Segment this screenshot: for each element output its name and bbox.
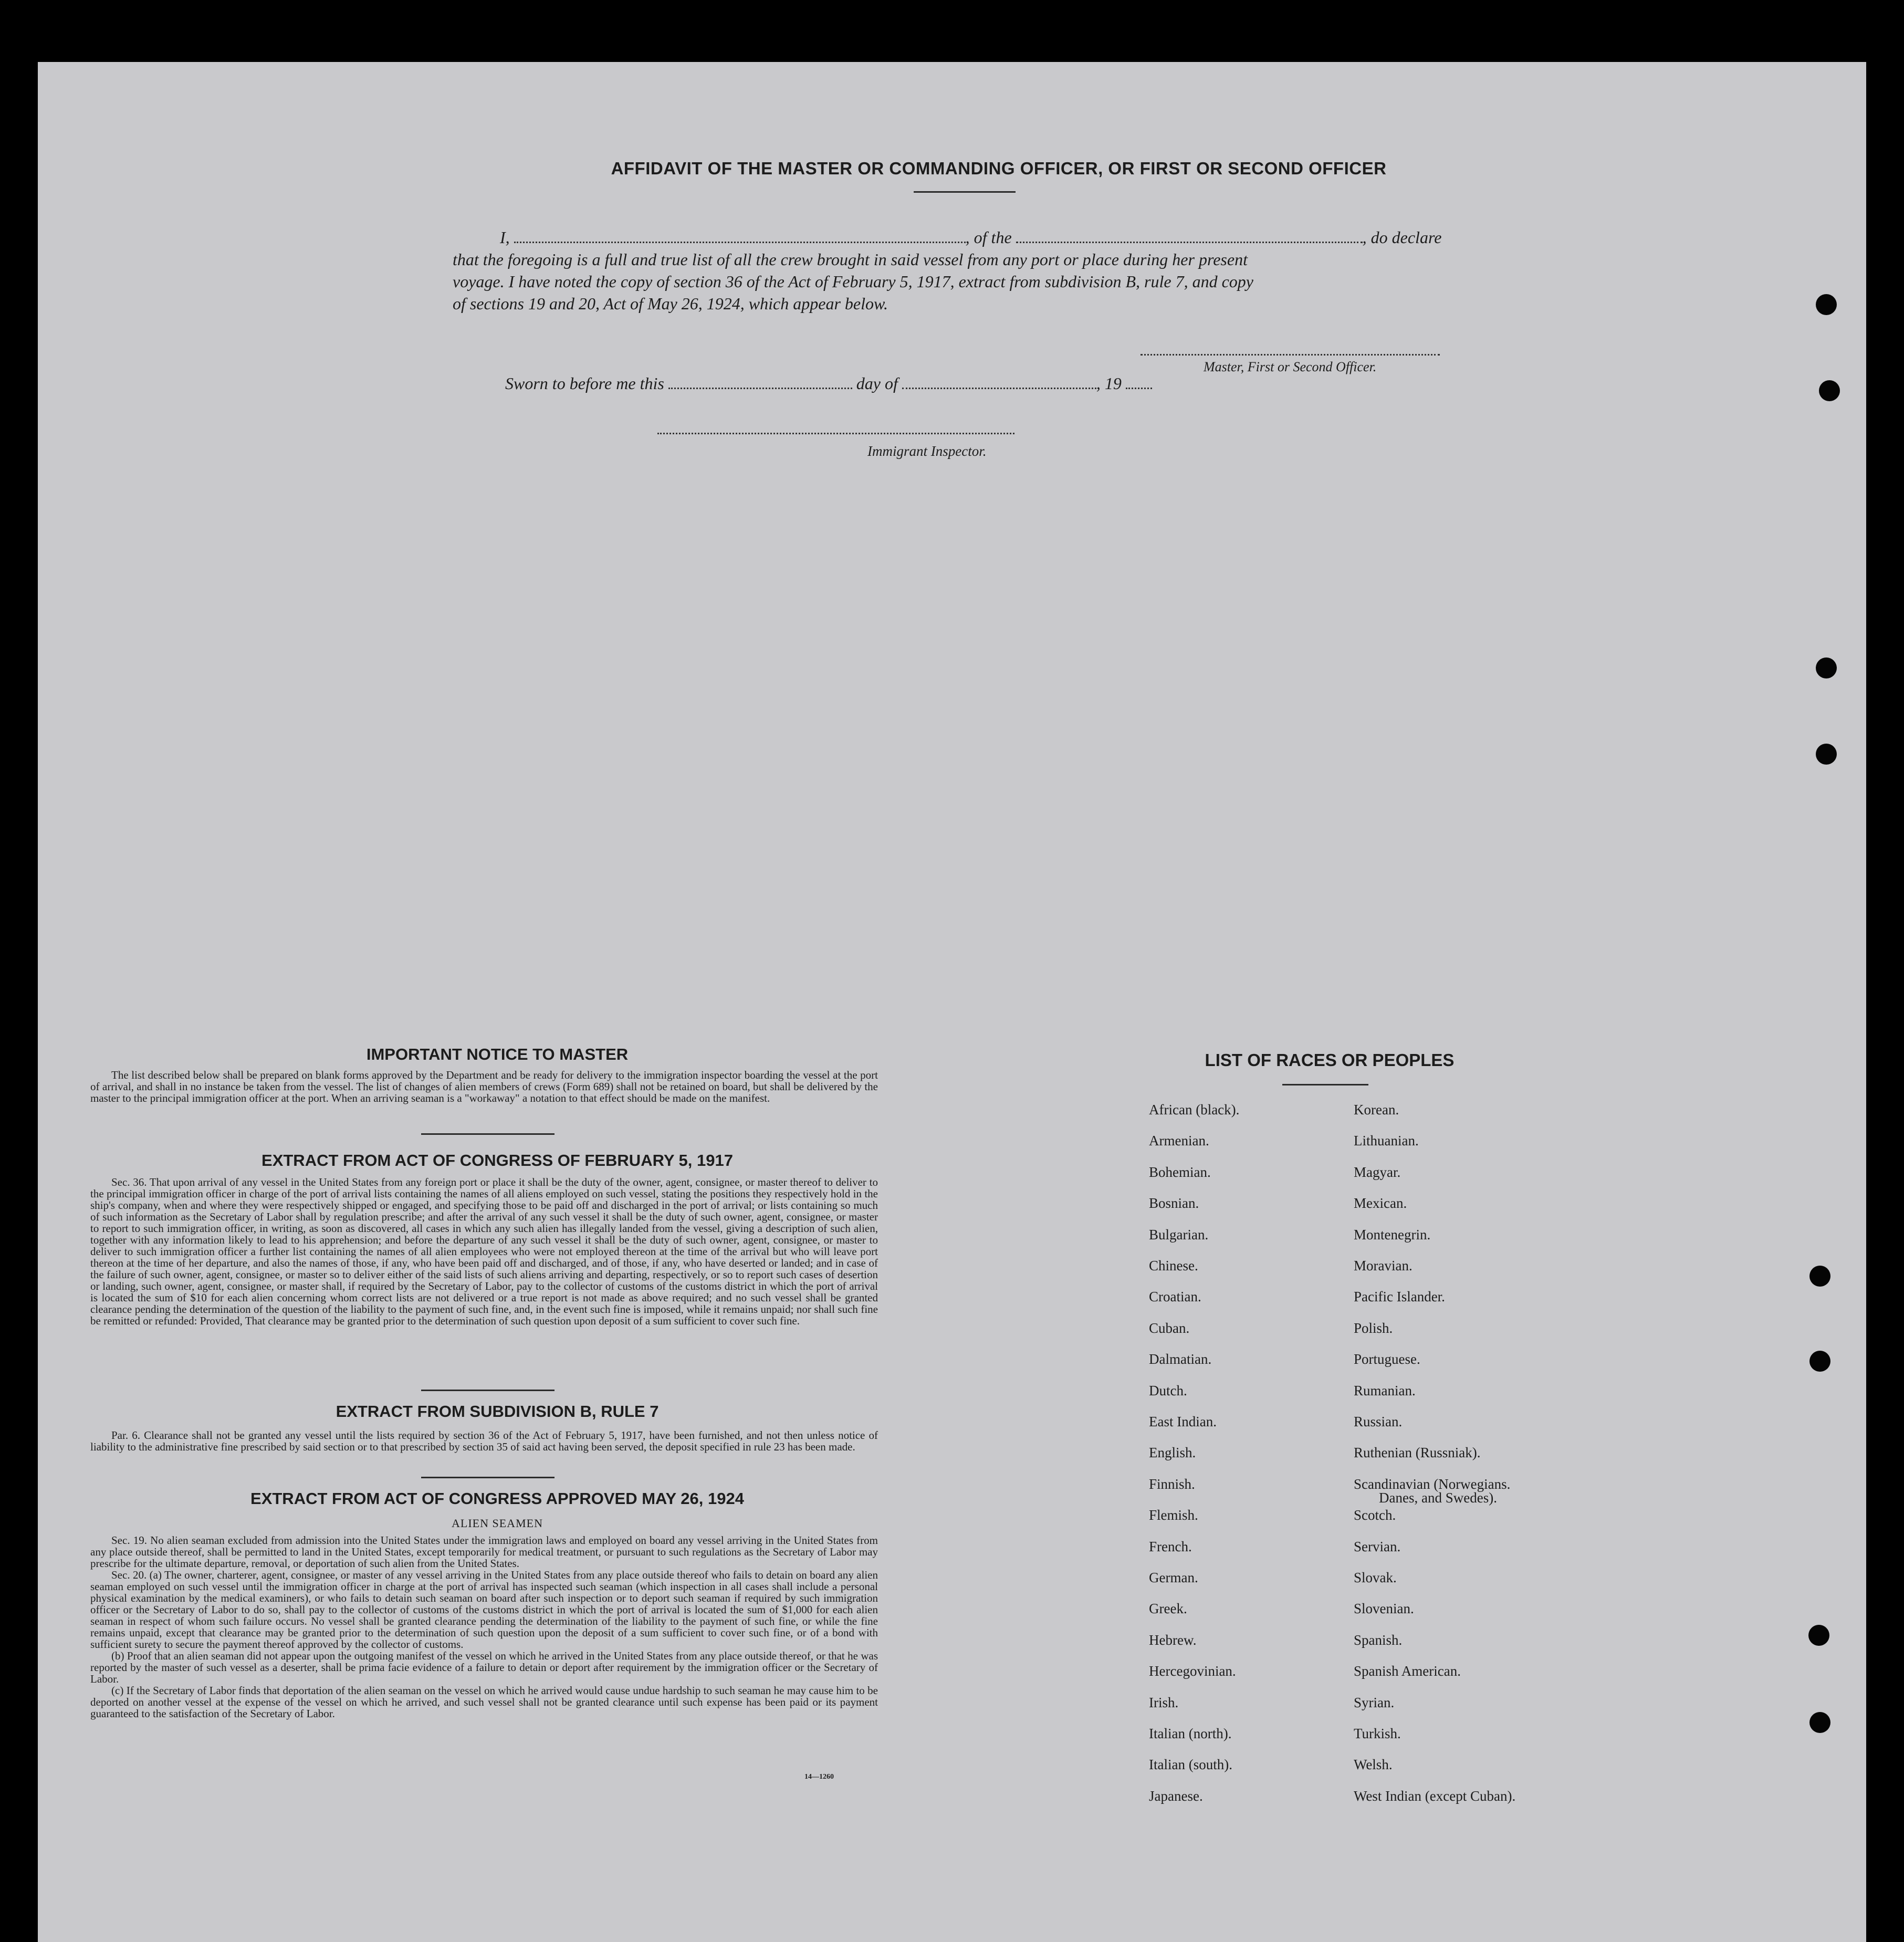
notice-paragraph: The list described below shall be prepared on blank forms approved by the Department and be ready for delivery to the immigration inspector boarding the vessel at the port of arrival, and shall in no instance be taken from the vessel. The list of changes of alien members of crews (Form 689) shall not be retained on board, but shall be delivered by the master to the principal immigration officer at the port. When an arriving seaman is a "workaway" a notation to that effect should be made on the manifest.	[90, 1069, 878, 1104]
vessel-blank[interactable]	[1016, 241, 1363, 243]
race-entry: Rumanian.	[1354, 1383, 1416, 1398]
race-entry: Dutch.	[1149, 1383, 1187, 1398]
sworn-year-blank[interactable]	[1126, 387, 1152, 389]
sec-20c-paragraph: (c) If the Secretary of Labor finds that deportation of the alien seaman on the vessel on which he arrived would cause undue hardship to such seaman he may cause him to be deported on another vessel at the expense of the vessel on which he arrived, and such vessel shall not be granted clearance until such expense has been paid or its payment guaranteed to the satisfaction of the Secretary of Labor.	[90, 1684, 878, 1720]
sworn-month-blank[interactable]	[902, 387, 1096, 389]
document-page	[38, 62, 1866, 1942]
punch-hole	[1808, 1625, 1829, 1646]
race-entry: Flemish.	[1149, 1507, 1198, 1523]
of-the-label: , of the	[965, 228, 1012, 247]
punch-hole	[1809, 1266, 1830, 1287]
race-entry: Moravian.	[1354, 1258, 1413, 1273]
affidavit-i-label: I,	[500, 228, 510, 247]
race-entry: Pacific Islander.	[1354, 1289, 1445, 1304]
race-entry: French.	[1149, 1539, 1192, 1554]
race-entry: Croatian.	[1149, 1289, 1201, 1304]
race-entry: African (black).	[1149, 1102, 1240, 1118]
sec-20a-paragraph: Sec. 20. (a) The owner, charterer, agent, consignee, or master of any vessel arriving in the United States from any place outside thereof who fails to detain on board any alien seaman employed on such vessel until the immigration officer in charge at the port of arrival has inspected such seaman (which inspection in all cases shall include a personal physical examination by the medical examiners), or who fails to detain such seaman on board after such inspection or to deport such seaman if required by such immigration officer or the Secretary of Labor to do so, shall pay to the collector of customs of the customs district in which the port of arrival is located the sum of $1,000 for each alien seaman in respect of whom such failure occurs. No vessel shall be granted clearance pending the determination of the liability to the payment of such fine, or while the fine remains unpaid, except that clearance may be granted prior to the determination of such question upon the deposit of a sum sufficient to cover such fine, or of a bond with sufficient surety to secure the payment thereof approved by the collector of customs.	[90, 1569, 878, 1651]
section-divider	[421, 1477, 555, 1478]
race-entry: Danes, and Swedes).	[1379, 1490, 1497, 1506]
race-entry: Servian.	[1354, 1539, 1401, 1554]
race-entry: Welsh.	[1354, 1757, 1393, 1772]
sworn-label: Sworn to before me this	[505, 374, 664, 393]
race-entry: Scandinavian (Norwegians.	[1354, 1476, 1511, 1492]
punch-hole	[1816, 657, 1837, 678]
races-right-column	[1354, 1102, 1595, 1868]
sec-20b-paragraph: (b) Proof that an alien seaman did not appear upon the outgoing manifest of the vessel on which he arrived in the United States from any place outside thereof, or that he was reported by the master of such vessel as a deserter, shall be prima facie evidence of a failure to detain or deport after requirement by the immigration officer or the Secretary of Labor.	[90, 1649, 878, 1685]
race-entry: Italian (south).	[1149, 1757, 1232, 1772]
race-entry: Italian (north).	[1149, 1726, 1232, 1741]
races-title: LIST OF RACES OR PEOPLES	[1205, 1050, 1455, 1070]
inspector-signature-line[interactable]	[657, 433, 1014, 434]
race-entry: Lithuanian.	[1354, 1133, 1419, 1149]
day-of-label: day of	[856, 374, 898, 393]
race-entry: Dalmatian.	[1149, 1351, 1212, 1367]
race-entry: Magyar.	[1354, 1164, 1401, 1180]
extract-1924-title: EXTRACT FROM ACT OF CONGRESS APPROVED MAY 26, 1924	[250, 1489, 744, 1508]
extract-1924-text	[90, 1534, 878, 1719]
notice-text	[90, 1069, 878, 1104]
race-entry: Greek.	[1149, 1601, 1187, 1616]
race-entry: Cuban.	[1149, 1320, 1190, 1336]
section-divider	[421, 1133, 555, 1135]
affidavit-title: AFFIDAVIT OF THE MASTER OR COMMANDING OFFICER, OR FIRST OR SECOND OFFICER	[611, 159, 1387, 178]
affidavit-line-4: of sections 19 and 20, Act of May 26, 1924, which appear below.	[453, 294, 888, 313]
race-entry: Finnish.	[1149, 1476, 1195, 1492]
races-left-column	[1149, 1102, 1348, 1868]
race-entry: Mexican.	[1354, 1195, 1407, 1211]
race-entry: Turkish.	[1354, 1726, 1401, 1741]
race-entry: Japanese.	[1149, 1788, 1203, 1804]
race-entry: Syrian.	[1354, 1695, 1395, 1710]
race-entry: Ruthenian (Russniak).	[1354, 1445, 1481, 1460]
race-entry: Spanish.	[1354, 1632, 1403, 1648]
race-entry: Chinese.	[1149, 1258, 1198, 1273]
race-entry: Bohemian.	[1149, 1164, 1211, 1180]
punch-hole	[1816, 294, 1837, 315]
race-entry: Montenegrin.	[1354, 1227, 1431, 1243]
punch-hole	[1816, 744, 1837, 765]
extract-1917-text	[90, 1176, 878, 1327]
race-entry: Russian.	[1354, 1414, 1403, 1429]
race-entry: Armenian.	[1149, 1133, 1209, 1149]
punch-hole	[1809, 1351, 1830, 1372]
sworn-day-blank[interactable]	[668, 387, 852, 389]
race-entry: Slovak.	[1354, 1570, 1397, 1585]
rule-7-title: EXTRACT FROM SUBDIVISION B, RULE 7	[336, 1402, 659, 1421]
par-6-paragraph: Par. 6. Clearance shall not be granted any vessel until the lists required by section 36 of the Act of February 5, 1917, have been furnished, and not then unless notice of liability to the administrative fine prescribed by said section or to that prescribed by section 35 of said act having been served, the deposit specified in rule 23 has been made.	[90, 1429, 878, 1453]
sec-19-paragraph: Sec. 19. No alien seaman excluded from admission into the United States under the immigration laws and employed on board any vessel arriving in the United States from any place outside thereof, shall be permitted to land in the United States, except temporarily for medical treatment, or pursuant to such regulations as the Secretary of Labor may prescribe for the ultimate departure, removal, or deportation of such alien from the United States.	[90, 1534, 878, 1570]
master-signature-label: Master, First or Second Officer.	[1204, 359, 1377, 374]
sworn-line	[505, 374, 1152, 393]
race-entry: German.	[1149, 1570, 1198, 1585]
affidavit-line-2: that the foregoing is a full and true list of all the crew brought in said vessel from any port or place during her present	[453, 250, 1248, 269]
master-signature-line[interactable]	[1141, 354, 1440, 356]
race-entry: Hebrew.	[1149, 1632, 1197, 1648]
race-entry: Hercegovinian.	[1149, 1663, 1236, 1679]
punch-hole	[1819, 380, 1840, 401]
race-entry: East Indian.	[1149, 1414, 1217, 1429]
race-entry: English.	[1149, 1445, 1196, 1460]
race-entry: Bosnian.	[1149, 1195, 1199, 1211]
punch-hole	[1809, 1712, 1830, 1733]
race-entry: Bulgarian.	[1149, 1227, 1209, 1243]
race-entry: Polish.	[1354, 1320, 1393, 1336]
rule-7-text	[90, 1429, 878, 1453]
race-entry: Irish.	[1149, 1695, 1179, 1710]
section-divider	[421, 1390, 555, 1391]
extract-1917-title: EXTRACT FROM ACT OF CONGRESS OF FEBRUARY 5, 1917	[261, 1151, 733, 1170]
notice-title: IMPORTANT NOTICE TO MASTER	[366, 1045, 629, 1063]
affidavit-line-3: voyage. I have noted the copy of section 36 of the Act of February 5, 1917, extract from subdivision B, rule 7, and copy	[453, 272, 1253, 291]
alien-seamen-subtitle: ALIEN SEAMEN	[452, 1517, 543, 1530]
form-number: 14—1260	[804, 1773, 834, 1781]
title-underline	[914, 191, 1016, 193]
race-entry: Spanish American.	[1354, 1663, 1461, 1679]
race-entry: Scotch.	[1354, 1507, 1396, 1523]
race-entry: Korean.	[1354, 1102, 1399, 1118]
do-declare-label: , do declare	[1362, 228, 1442, 247]
year-label: , 19	[1096, 374, 1122, 393]
inspector-signature-label: Immigrant Inspector.	[867, 443, 987, 459]
race-entry: Slovenian.	[1354, 1601, 1414, 1616]
races-title-underline	[1282, 1084, 1368, 1085]
name-blank[interactable]	[514, 241, 966, 243]
race-entry: West Indian (except Cuban).	[1354, 1788, 1516, 1804]
race-entry: Portuguese.	[1354, 1351, 1420, 1367]
section-36-paragraph: Sec. 36. That upon arrival of any vessel in the United States from any foreign port or place it shall be the duty of the owner, agent, consignee, or master thereof to deliver to the principal immigration officer in charge of the port of arrival lists containing the names of all aliens employed on such vessel, stating the positions they respectively hold in the ship's company, when and where they were respectively shipped or engaged, and specifying those to be paid off and discharged in the port of arrival; or lists containing so much of such information as the Secretary of Labor shall by regulation prescribe; and after the arrival of any such vessel it shall be the duty of such owner, agent, consignee, or master to report to such immigration officer, in writing, as soon as discovered, all cases in which any such alien has illegally landed from the vessel, giving a description of such alien, together with any information likely to lead to his apprehension; and before the departure of any such vessel it shall be the duty of such owner, agent, consignee, or master to deliver to such immigration officer a further list containing the names of all alien employees who were not employed thereon at the time of the arrival but who will leave port thereon at the time of her departure, and also the names of those, if any, who have been paid off and discharged, and of those, if any, who have deserted or landed; and in case of the failure of such owner, agent, consignee, or master so to deliver either of the said lists of such aliens arriving and departing, respectively, or so to report such cases of desertion or landing, such owner, agent, consignee, or master shall, if required by the Secretary of Labor, pay to the collector of customs of the customs district in which the port of arrival is located the sum of $10 for each alien concerning whom correct lists are not delivered or a true report is not made as above required; and no such vessel shall be granted clearance pending the determination of the question of the liability to the payment of such fine, and, in the event such fine is imposed, while it remains unpaid; nor shall such fine be remitted or refunded: Provided, That clearance may be granted prior to the determination of such question upon deposit of a sum sufficient to cover such fine.	[90, 1176, 878, 1327]
affidavit-line-1	[500, 228, 1513, 247]
